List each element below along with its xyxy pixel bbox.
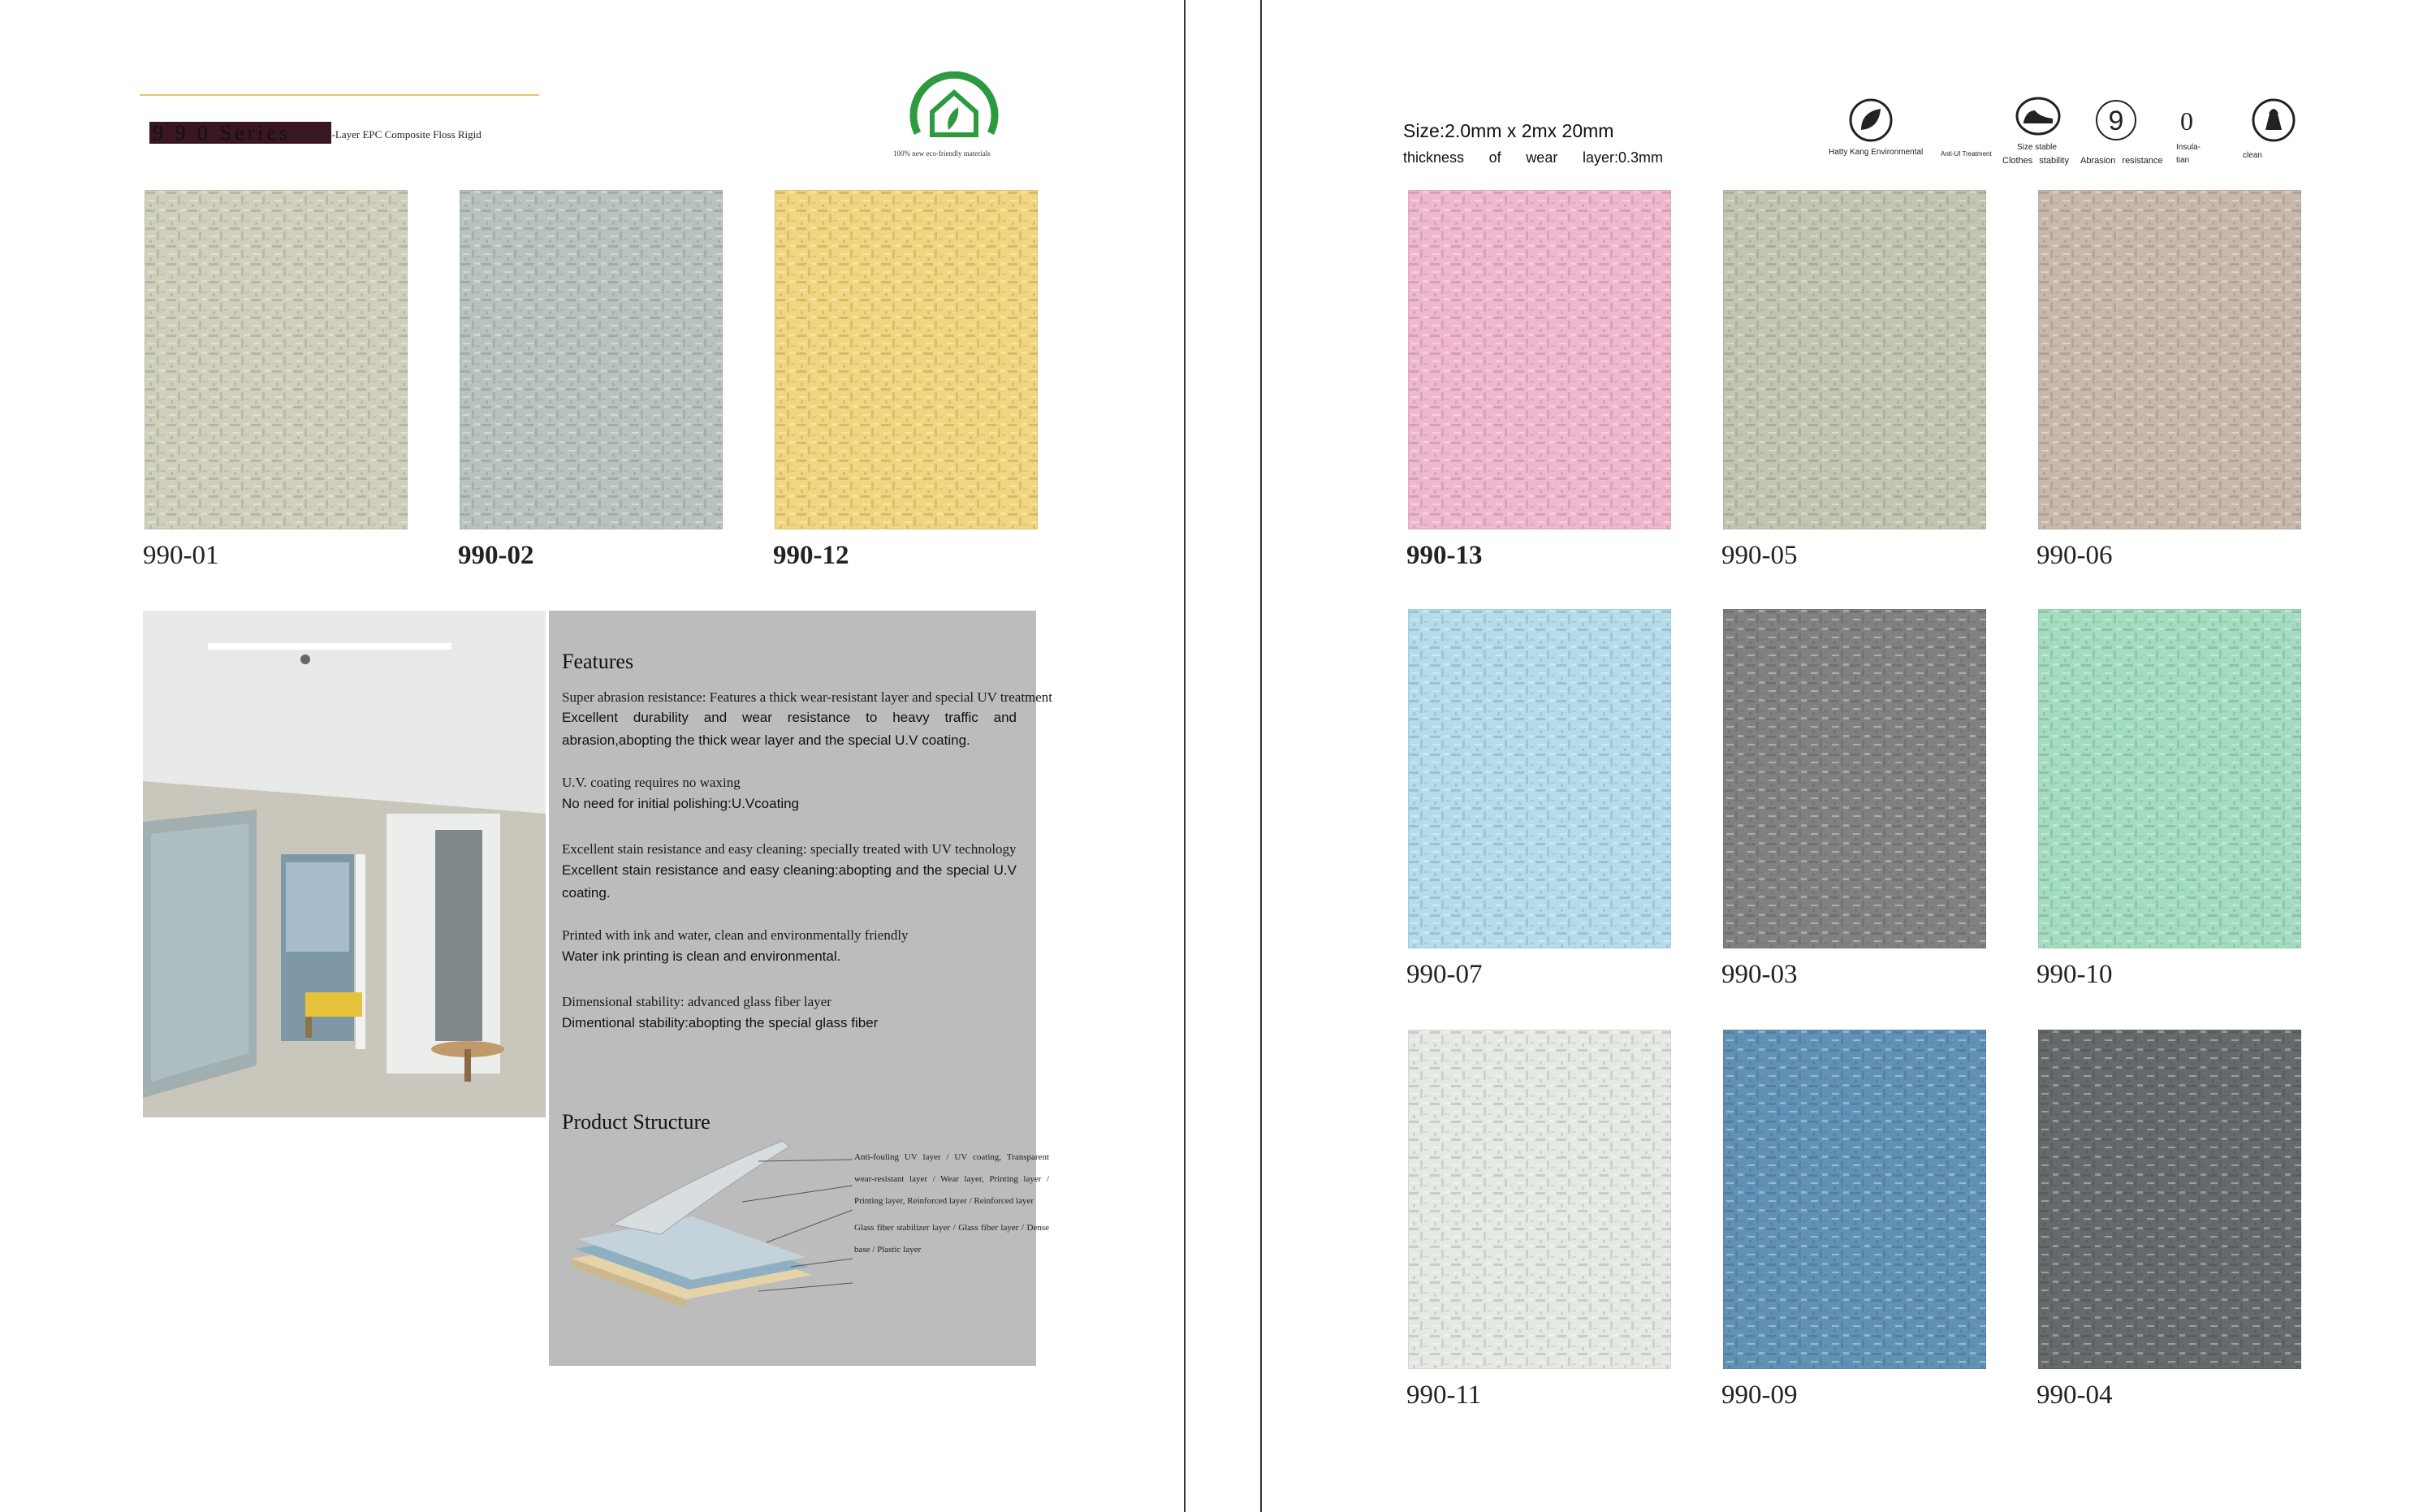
swatch-code: 990-01 [143,541,219,570]
swatch-tile [460,190,723,529]
icon-caption: Hatty Kang Environmental [1829,148,1924,157]
icon-caption: clean [2243,151,2262,160]
swatch-tile [1408,1030,1671,1369]
eco-caption: 100% new eco-friendly materials [893,149,991,158]
thickness-spec [1403,149,1663,166]
swatch-tile [2038,1030,2301,1369]
thickness-word: thickness [1403,149,1465,166]
swatch-code: 990-10 [2036,960,2113,989]
svg-text:9: 9 [2108,106,2124,136]
swatch-code: 990-09 [1721,1380,1798,1410]
page-divider-right [1260,0,1262,1512]
clean-icon [2251,97,2296,143]
icon-caption-word: Abrasion [2080,156,2116,166]
swatch-tile [2038,609,2301,948]
thickness-word: of [1488,149,1501,166]
feature-heading: Printed with ink and water, clean and environmentally friendly [562,927,909,943]
structure-lines [854,1147,1049,1261]
swatch-tile [775,190,1038,529]
icon-caption-word: resistance [2122,156,2163,166]
icon-caption-word: stability [2039,156,2069,166]
structure-line: Anti-fouling UV layer / UV coating, Transparent wear-resistant layer / Wear layer, Printing layer / Printing layer, Reinforced layer / Reinforced layer [854,1152,1049,1206]
feature-body: No need for initial polishing:U.Vcoating [562,796,800,811]
shoe-icon [2015,96,2061,136]
swatch-code: 990-11 [1406,1380,1482,1410]
swatch-code: 990-07 [1406,960,1483,989]
swatch-tile [1723,1030,1986,1369]
series-subtitle: Custom Multi-Layer EPC Composite Floss Rigid [273,128,482,140]
header-rule [140,94,539,96]
feature-body: Dimentional stability:abopting the special glass fiber [562,1015,879,1030]
feature-heading: Dimensional stability: advanced glass fiber layer [562,994,831,1009]
swatch-tile [1408,190,1671,529]
swatch-code: 990-05 [1721,541,1798,570]
eco-house-icon [908,71,1000,145]
swatch-tile [1408,609,1671,948]
zero-icon [2175,104,2199,136]
features-title: Features [562,650,634,673]
feature-heading: Excellent stain resistance and easy cleaning: specially treated with UV technology [562,841,1017,857]
feature-heading: Super abrasion resistance: Features a thick wear-resistant layer and special UV treatment [562,689,1053,705]
icon-caption-row [2002,156,2163,166]
swatch-code: 990-13 [1406,541,1483,570]
icon-caption: Insula-tian [2176,143,2201,165]
feature-heading: U.V. coating requires no waxing [562,775,741,790]
swatch-code: 990-04 [2036,1380,2113,1410]
swatch-tile [2038,190,2301,529]
interior-photo [143,611,546,1117]
structure-line: Glass fiber stabilizer layer / Glass fiber layer / Dense base / Plastic layer [854,1223,1049,1255]
swatch-tile [1723,609,1986,948]
leaf-icon [1848,97,1894,143]
feature-body: Excellent stain resistance and easy cleaning:abopting and the special U.V coating. [562,862,1017,901]
thickness-word: layer:0.3mm [1582,149,1663,166]
feature-body: Excellent durability and wear resistance to heavy traffic and abrasion,abopting the thick wear layer and the special U.V coating. [562,710,1017,748]
swatch-code: 990-02 [458,541,534,570]
series-label: 9 9 0 Series [149,122,331,144]
swatch-tile [1723,190,1986,529]
swatch-code: 990-06 [2036,541,2113,570]
icon-caption-word: Clothes [2002,156,2033,166]
size-spec: Size:2.0mm x 2mx 20mm [1403,120,1614,141]
icon-caption: Anti-UI Treatment [1941,150,1992,158]
page-divider-left [1184,0,1186,1512]
feature-body: Water ink printing is clean and environmental. [562,948,841,964]
swatch-tile [145,190,408,529]
layer-diagram [564,1137,856,1307]
svg-text:0: 0 [2180,106,2193,136]
swatch-code: 990-03 [1721,960,1798,989]
structure-title: Product Structure [562,1110,710,1134]
icon-caption: Size stable [2017,143,2057,152]
swatch-code: 990-12 [773,541,849,570]
thickness-word: wear [1526,149,1558,166]
nine-icon [2093,97,2139,143]
